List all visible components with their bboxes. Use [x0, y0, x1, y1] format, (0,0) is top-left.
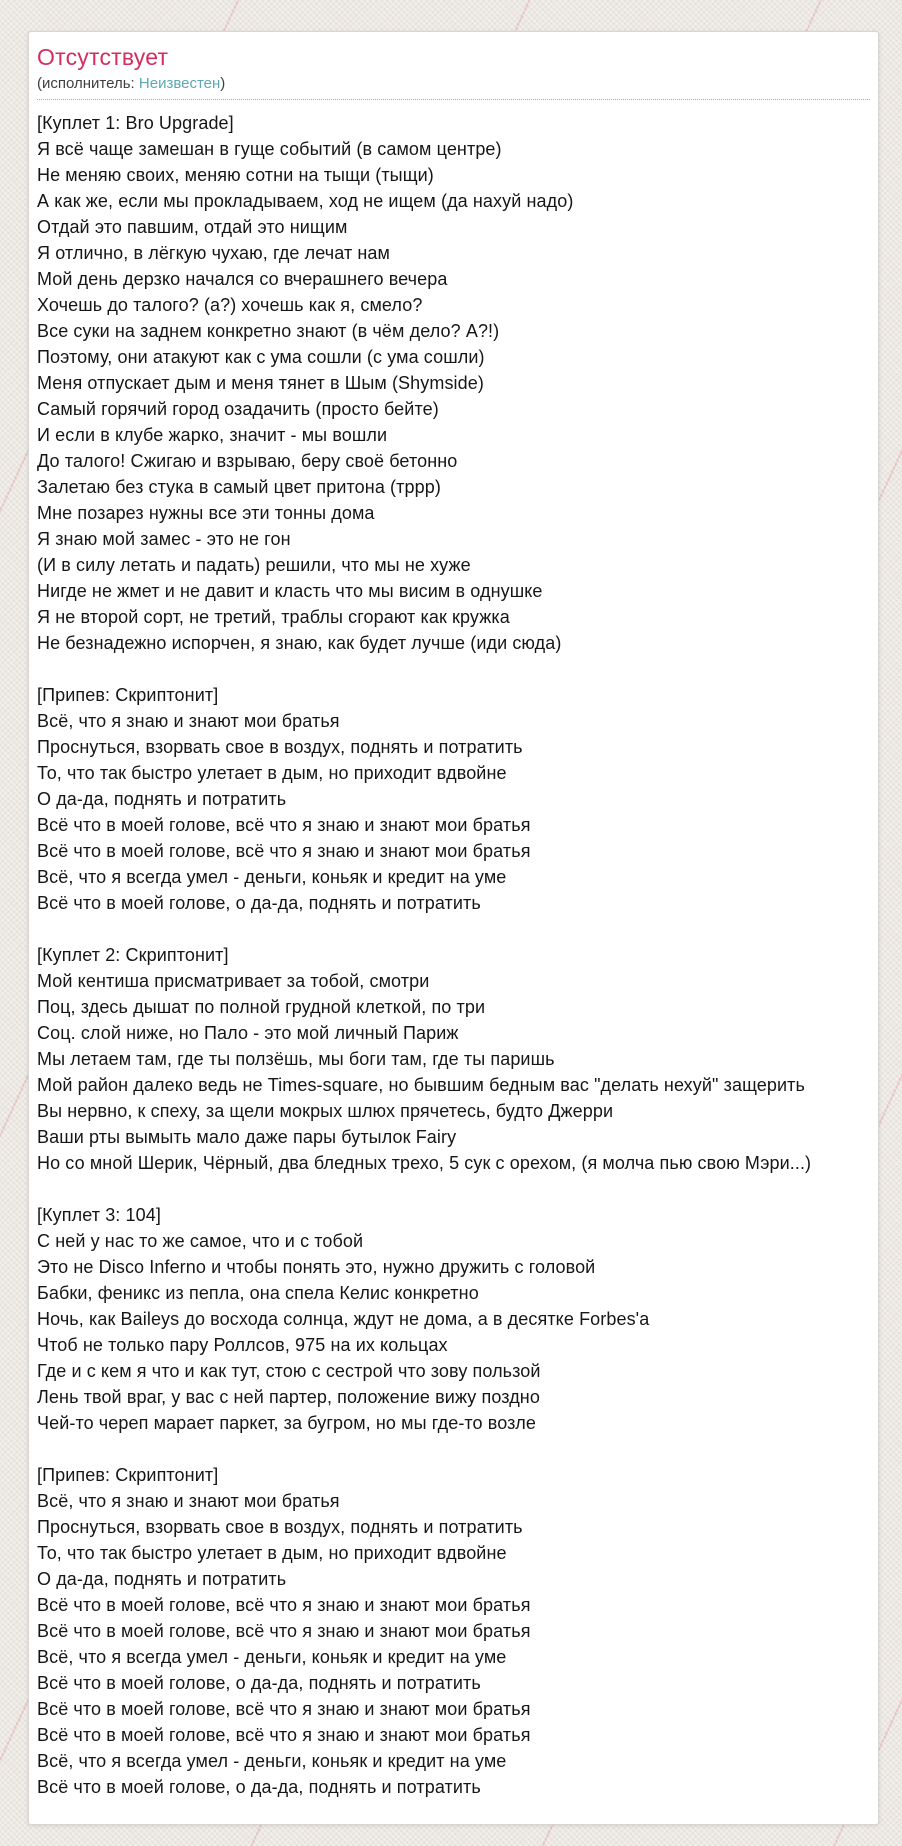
- lyric-line: Соц. слой ниже, но Пало - это мой личный Париж: [37, 1023, 459, 1043]
- lyrics-block: [37, 682, 870, 916]
- lyric-line: [Припев: Скриптонит]: [37, 1465, 219, 1485]
- lyric-line: Поэтому, они атакуют как с ума сошли (с ума сошли): [37, 347, 485, 367]
- lyric-line: Мой день дерзко начался со вчерашнего вечера: [37, 269, 448, 289]
- lyric-line: Всё, что я всегда умел - деньги, коньяк и кредит на уме: [37, 1647, 507, 1667]
- artist-label-close: ): [220, 75, 226, 92]
- lyric-line: Всё что в моей голове, всё что я знаю и знают мои братья: [37, 1725, 531, 1745]
- lyric-line: Вы нервно, к спеху, за щели мокрых шлюх прячетесь, будто Джерри: [37, 1101, 614, 1121]
- lyric-line: Меня отпускает дым и меня тянет в Шым (Shymside): [37, 373, 484, 393]
- lyric-line: Это не Disco Inferno и чтобы понять это, нужно дружить с головой: [37, 1257, 596, 1277]
- lyric-line: Чтоб не только пару Роллсов, 975 на их кольцах: [37, 1335, 448, 1355]
- lyric-line: Мой район далеко ведь не Times-square, но бывшим бедным вас "делать нехуй" защерить: [37, 1075, 805, 1095]
- lyric-line: Всё, что я всегда умел - деньги, коньяк и кредит на уме: [37, 867, 507, 887]
- lyric-line: Не безнадежно испорчен, я знаю, как будет лучше (иди сюда): [37, 633, 562, 653]
- lyric-line: Всё что в моей голове, всё что я знаю и знают мои братья: [37, 1699, 531, 1719]
- lyric-line: Отдай это павшим, отдай это нищим: [37, 217, 348, 237]
- lyric-line: Всё, что я всегда умел - деньги, коньяк и кредит на уме: [37, 1751, 507, 1771]
- lyric-line: Все суки на заднем конкретно знают (в чём дело? А?!): [37, 321, 500, 341]
- lyrics-block: [37, 942, 870, 1176]
- lyrics-card: [28, 31, 879, 1825]
- lyric-line: Всё что в моей голове, о да-да, поднять и потратить: [37, 1777, 481, 1797]
- lyric-line: Я отлично, в лёгкую чухаю, где лечат нам: [37, 243, 391, 263]
- lyric-line: Не меняю своих, меняю сотни на тыщи (тыщи): [37, 165, 434, 185]
- lyric-line: Всё что в моей голове, о да-да, поднять и потратить: [37, 893, 481, 913]
- lyric-line: Я всё чаще замешан в гуще событий (в самом центре): [37, 139, 502, 159]
- lyric-line: Хочешь до талого? (а?) хочешь как я, смело?: [37, 295, 423, 315]
- lyric-line: О да-да, поднять и потратить: [37, 789, 287, 809]
- lyric-line: Нигде не жмет и не давит и класть что мы висим в однушке: [37, 581, 543, 601]
- lyric-line: Мне позарез нужны все эти тонны дома: [37, 503, 375, 523]
- lyric-line: Мы летаем там, где ты ползёшь, мы боги там, где ты паришь: [37, 1049, 555, 1069]
- lyric-line: И если в клубе жарко, значит - мы вошли: [37, 425, 388, 445]
- lyrics-block: [37, 1202, 870, 1436]
- artist-link[interactable]: Неизвестен: [138, 75, 221, 92]
- lyric-line: А как же, если мы прокладываем, ход не ищем (да нахуй надо): [37, 191, 574, 211]
- lyric-line: О да-да, поднять и потратить: [37, 1569, 287, 1589]
- lyric-line: Проснуться, взорвать свое в воздух, поднять и потратить: [37, 737, 523, 757]
- page-title: Отсутствует: [37, 44, 169, 70]
- lyric-line: Всё что в моей голове, всё что я знаю и знают мои братья: [37, 1621, 531, 1641]
- lyric-line: Поц, здесь дышат по полной грудной клеткой, по три: [37, 997, 486, 1017]
- lyric-line: Самый горячий город озадачить (просто бейте): [37, 399, 439, 419]
- lyric-line: Всё, что я знаю и знают мои братья: [37, 1491, 340, 1511]
- lyric-line: [Припев: Скриптонит]: [37, 685, 219, 705]
- lyrics: [37, 110, 870, 1800]
- artist-label-open: (исполнитель:: [37, 75, 135, 92]
- lyric-line: [Куплет 2: Скриптонит]: [37, 945, 229, 965]
- lyric-line: Ваши рты вымыть мало даже пары бутылок Fairy: [37, 1127, 457, 1147]
- lyric-line: Я знаю мой замес - это не гон: [37, 529, 291, 549]
- lyric-line: То, что так быстро улетает в дым, но приходит вдвойне: [37, 763, 507, 783]
- lyric-line: До талого! Сжигаю и взрываю, беру своё бетонно: [37, 451, 458, 471]
- lyric-line: Бабки, феникс из пепла, она спела Келис конкретно: [37, 1283, 479, 1303]
- lyric-line: Всё что в моей голове, всё что я знаю и знают мои братья: [37, 815, 531, 835]
- lyric-line: Где и с кем я что и как тут, стою с сестрой что зову пользой: [37, 1361, 541, 1381]
- lyric-line: [Куплет 1: Bro Upgrade]: [37, 113, 234, 133]
- lyric-line: Но со мной Шерик, Чёрный, два бледных трехо, 5 сук с орехом, (я молча пью свою Мэри...): [37, 1153, 812, 1173]
- lyrics-block: [37, 110, 870, 656]
- lyric-line: С ней у нас то же самое, что и с тобой: [37, 1231, 364, 1251]
- lyric-line: Ночь, как Baileys до восхода солнца, ждут не дома, а в десятке Forbes'а: [37, 1309, 650, 1329]
- lyric-line: (И в силу летать и падать) решили, что мы не хуже: [37, 555, 471, 575]
- lyric-line: Всё что в моей голове, всё что я знаю и знают мои братья: [37, 1595, 531, 1615]
- lyric-line: Лень твой враг, у вас с ней партер, положение вижу поздно: [37, 1387, 540, 1407]
- lyric-line: Всё что в моей голове, всё что я знаю и знают мои братья: [37, 841, 531, 861]
- lyric-line: Я не второй сорт, не третий, траблы сгорают как кружка: [37, 607, 510, 627]
- lyric-line: Чей-то череп марает паркет, за бугром, но мы где-то возле: [37, 1413, 537, 1433]
- lyric-line: Проснуться, взорвать свое в воздух, поднять и потратить: [37, 1517, 523, 1537]
- lyrics-block: [37, 1462, 870, 1800]
- artist-line: [37, 74, 870, 93]
- lyric-line: Всё что в моей голове, о да-да, поднять и потратить: [37, 1673, 481, 1693]
- dotted-divider: [37, 99, 870, 100]
- lyric-line: Залетаю без стука в самый цвет притона (тррр): [37, 477, 441, 497]
- lyric-line: Мой кентиша присматривает за тобой, смотри: [37, 971, 430, 991]
- lyric-line: То, что так быстро улетает в дым, но приходит вдвойне: [37, 1543, 507, 1563]
- lyric-line: [Куплет 3: 104]: [37, 1205, 161, 1225]
- lyric-line: Всё, что я знаю и знают мои братья: [37, 711, 340, 731]
